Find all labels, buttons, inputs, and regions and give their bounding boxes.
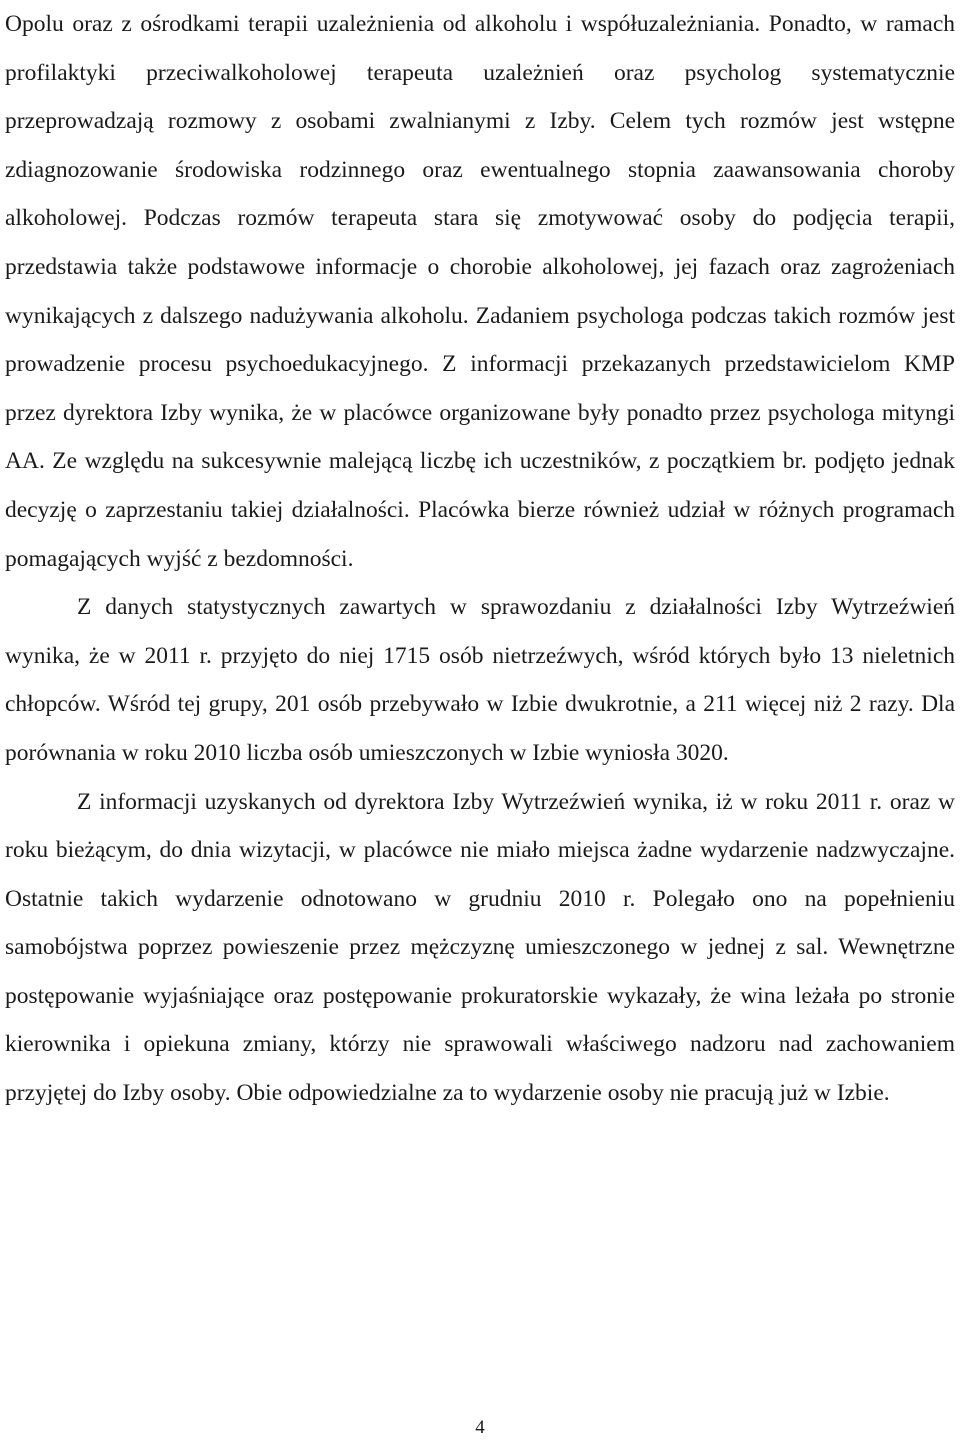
paragraph-rehab-activities: Opolu oraz z ośrodkami terapii uzależnienia od alkoholu i współuzależniania. Ponadto, w ramach profilaktyki przeciwalkoholowej terapeuta uzależnień oraz psycholog systematycznie przeprowadzają rozmowy z osobami zwalnianymi z Izby. Celem tych rozmów jest wstępne zdiagnozowanie środowiska rodzinnego oraz ewentualnego stopnia zaawansowania choroby alkoholowej. Podczas rozmów terapeuta stara się zmotywować osoby do podjęcia terapii, przedstawia także podstawowe informacje o chorobie alkoholowej, jej fazach oraz zagrożeniach wynikających z dalszego nadużywania alkoholu. Zadaniem psychologa podczas takich rozmów jest prowadzenie procesu psychoedukacyjnego. Z informacji przekazanych przedstawicielom KMP przez dyrektora Izby wynika, że w placówce organizowane były ponadto przez psychologa mityngi AA. Ze względu na sukcesywnie malejącą liczbę ich uczestników, z początkiem br. podjęto jednak decyzję o zaprzestaniu takiej działalności. Placówka bierze również udział w różnych programach pomagających wyjść z bezdomności. — [5, 11, 955, 572]
paragraph-statistics: Z danych statystycznych zawartych w sprawozdaniu z działalności Izby Wytrzeźwień wynika, że w 2011 r. przyjęto do niej 1715 osób nietrzeźwych, wśród których było 13 nieletnich chłopców. Wśród tej grupy, 201 osób przebywało w Izbie dwukrotnie, a 211 więcej niż 2 razy. Dla porównania w roku 2010 liczba osób umieszczonych w Izbie wyniosła 3020. — [5, 594, 955, 766]
page-number: 4 — [475, 1417, 485, 1438]
document-body — [5, 0, 955, 1118]
paragraph-extraordinary-events: Z informacji uzyskanych od dyrektora Izby Wytrzeźwień wynika, iż w roku 2011 r. oraz w roku bieżącym, do dnia wizytacji, w placówce nie miało miejsca żadne wydarzenie nadzwyczajne. Ostatnie takich wydarzenie odnotowano w grudniu 2010 r. Polegało ono na popełnieniu samobójstwa poprzez powieszenie przez mężczyznę umieszczonego w jednej z sal. Wewnętrzne postępowanie wyjaśniające oraz postępowanie prokuratorskie wykazały, że wina leżała po stronie kierownika i opiekuna zmiany, którzy nie sprawowali właściwego nadzoru nad zachowaniem przyjętej do Izby osoby. Obie odpowiedzialne za to wydarzenie osoby nie pracują już w Izbie. — [5, 788, 955, 1107]
